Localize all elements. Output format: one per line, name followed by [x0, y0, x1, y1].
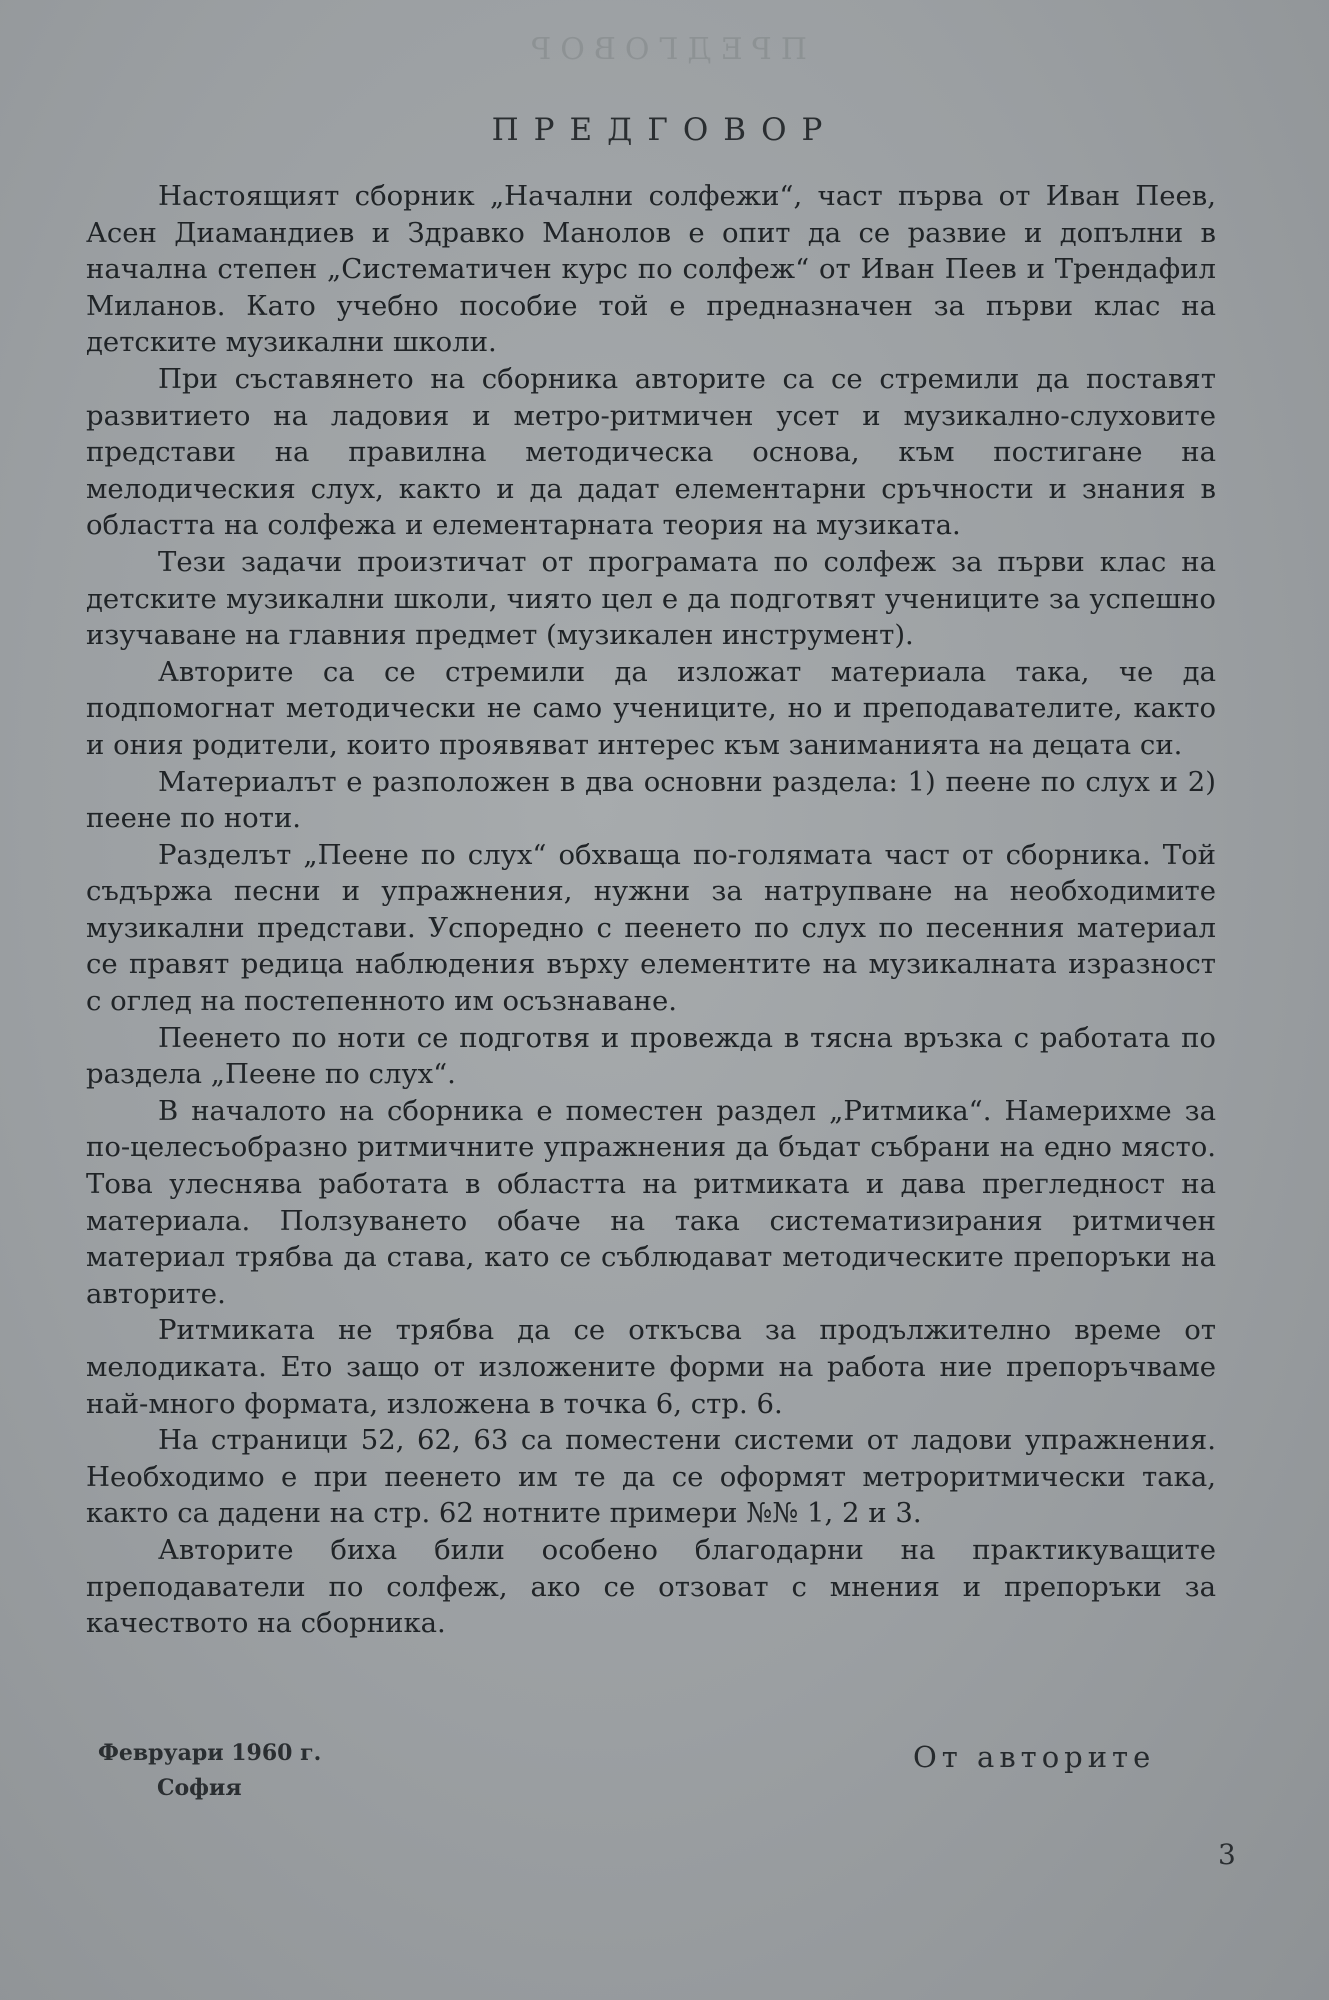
signature-city: София	[157, 1775, 242, 1801]
page-title: ПРЕДГОВОР	[491, 112, 838, 148]
paragraph: Настоящият сборник „Начални солфежи“, част първа от Иван Пеев, Асен Диамандиев и Здравко Манолов е опит да се развие и допълни в начална степен „Систематичен курс по солфеж“ от Иван Пеев и Трендафил Миланов. Като учебно пособие той е предназначен за първи клас на детските музикални школи.	[86, 180, 1216, 359]
signature-authors: От авторите	[913, 1740, 1156, 1774]
paragraph: Материалът е разположен в два основни раздела: 1) пеене по слух и 2) пеене по ноти.	[86, 765, 1216, 835]
paragraph: Тези задачи произтичат от програмата по солфеж за първи клас на детските музикални школи, чиято цел е да подготвят учениците за успешно изучаване на главния предмет (музикален инструмент).	[86, 545, 1216, 652]
paragraph: В началото на сборника е поместен раздел „Ритмика“. Намерихме за по-целесъобразно ритмичните упражнения да бъдат събрани на едно място. Това улеснява работата в областта на ритмиката и дава прегледност на материала. Ползуването обаче на така систематизирания ритмичен материал трябва да става, като се съблюдават методическите препоръки на авторите.	[86, 1094, 1216, 1310]
paragraph: Авторите биха били особено благодарни на практикуващите преподаватели по солфеж, ако се отзоват с мнения и препоръки за качеството на сборника.	[86, 1533, 1216, 1640]
paragraph: Разделът „Пеене по слух“ обхваща по-голямата част от сборника. Той съдържа песни и упражнения, нужни за натрупване на необходимите музикални представи. Успоредно с пеенето по слух по песенния материал се правят редица наблюдения върху елементите на музикалната изразност с оглед на постепенното им осъзнаване.	[86, 838, 1216, 1018]
paragraph: Авторите са се стремили да изложат материала така, че да подпомогнат методически не само учениците, но и преподавателите, както и ония родители, които проявяват интерес към заниманията на децата си.	[86, 655, 1216, 761]
paragraph: Пеенето по ноти се подготвя и провежда в тясна връзка с работата по раздела „Пеене по слух“.	[86, 1021, 1216, 1091]
page-number: 3	[1218, 1838, 1236, 1871]
signature-date: Февруари 1960 г.	[98, 1740, 322, 1766]
paragraph: При съставянето на сборника авторите са се стремили да поставят развитието на ладовия и метро-ритмичен усет и музикално-слуховите представи на правилна методическа основа, към постигане на мелодическия слух, както и да дадат елементарни сръчности и знания в областта на солфежа и елементарната теория на музиката.	[86, 362, 1216, 542]
bleed-through-title: ПРЕДГОВОР	[522, 32, 807, 67]
paragraph: На страници 52, 62, 63 са поместени системи от ладови упражнения. Необходимо е при пеенето им те да се оформят метроритмически така, както са дадени на стр. 62 нотните примери №№ 1, 2 и 3.	[86, 1424, 1216, 1530]
preface-body	[86, 178, 1216, 1642]
paragraph: Ритмиката не трябва да се откъсва за продължително време от мелодиката. Ето защо от изложените форми на работа ние препоръчваме най-много формата, изложена в точка 6, стр. 6.	[86, 1314, 1216, 1420]
